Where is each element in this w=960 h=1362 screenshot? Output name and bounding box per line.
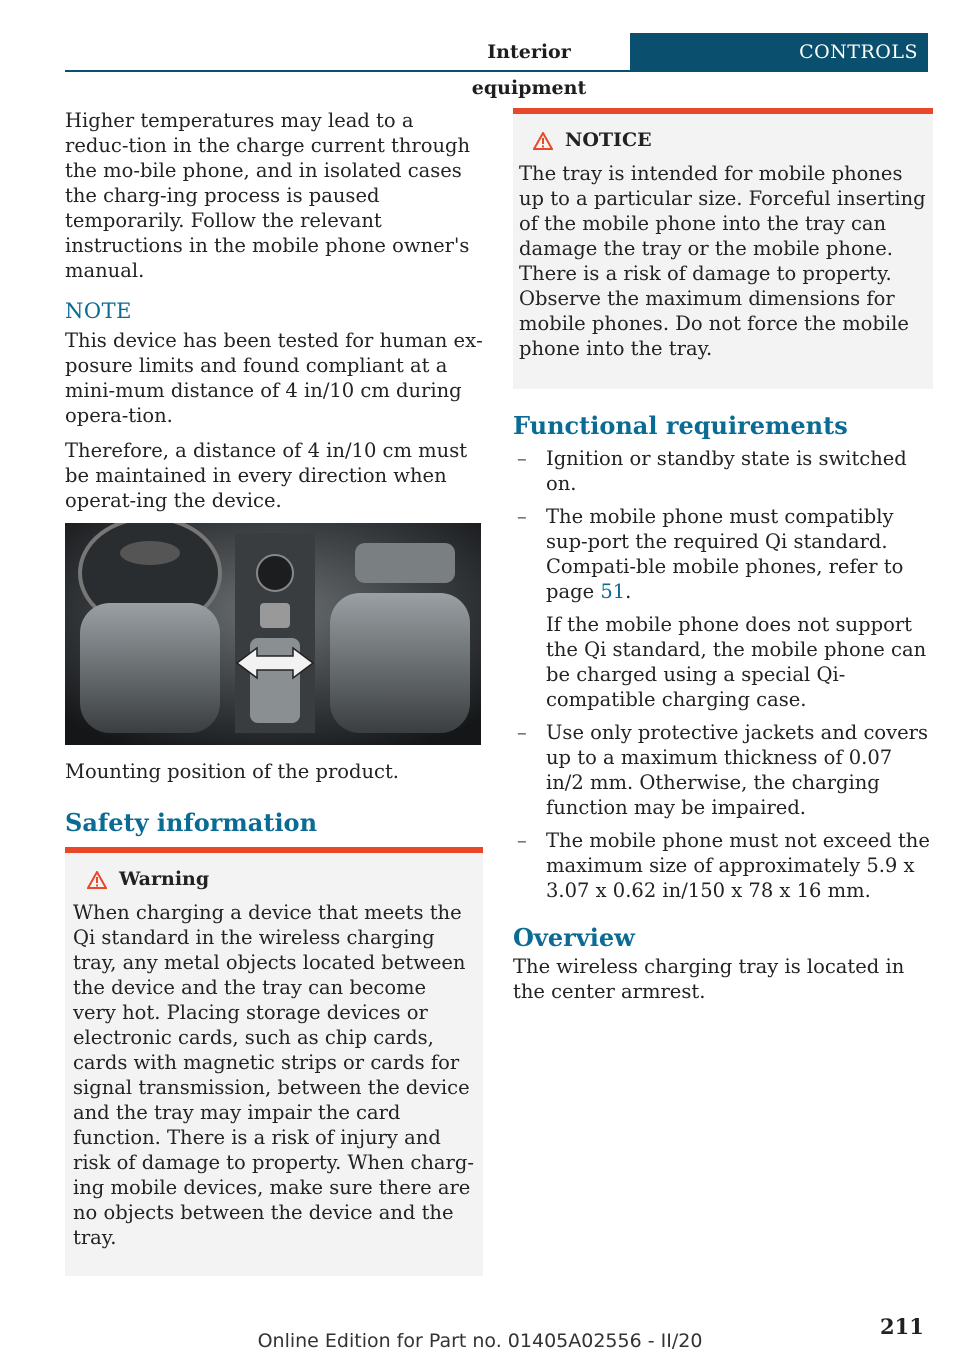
list-item-text: Ignition or standby state is switched on.: [546, 447, 907, 495]
note-paragraph-2: Therefore, a distance of 4 in/10 cm must be maintained in every direction when operat‐ing the device.: [65, 439, 468, 512]
footer-edition: Online Edition for Part no. 01405A02556 - II/20: [257, 1330, 703, 1352]
warning-triangle-icon: [87, 871, 107, 889]
requirements-list: [513, 446, 933, 903]
right-column: [513, 108, 933, 1014]
list-item: – The mobile phone must compatibly sup‐port the required Qi standard. Compati‐ble mobile phones, refer to page 51. If the mobile phone does not support the Qi standard, the mobile phone can be charged using a special Qi-compatible charging case.: [513, 504, 933, 712]
image-caption: Mounting position of the product.: [65, 760, 400, 783]
warning-triangle-icon: [533, 132, 553, 150]
notice-title: NOTICE: [565, 129, 652, 151]
list-item-subparagraph: If the mobile phone does not support the Qi standard, the mobile phone can be charged using a special Qi-compatible charging case.: [546, 613, 927, 711]
overview-heading: Overview: [513, 923, 635, 952]
notice-title-row: [519, 128, 927, 153]
interior-photo: [65, 523, 481, 745]
note-heading: NOTE: [65, 299, 132, 323]
warning-title-row: [73, 867, 475, 892]
functional-requirements-heading: Functional requirements: [513, 411, 848, 440]
warning-title: Warning: [119, 868, 210, 890]
list-item-text: Use only protective jackets and covers up to a maximum thickness of 0.07 in/2 mm. Otherwise, the charging function may be impaired.: [546, 721, 929, 819]
warning-text: When charging a device that meets the Qi standard in the wireless charging tray, any metal objects located between the device and the tray can become very hot. Placing storage devices or electronic cards, such as chip cards, cards with magnetic strips or cards for signal transmission, between the device and the tray may impair the card function. There is a risk of injury and risk of damage to property. When charg‐ing mobile devices, make sure there are no objects between the device and the tray.: [73, 901, 474, 1249]
page-reference-link[interactable]: 51: [600, 580, 626, 603]
page-number: 211: [880, 1314, 924, 1339]
notice-box: [513, 108, 933, 389]
list-item: [513, 446, 933, 496]
safety-heading: Safety information: [65, 808, 318, 837]
list-dash: –: [517, 721, 527, 744]
list-dash: –: [517, 829, 527, 852]
list-dash: –: [517, 505, 527, 528]
header-section-title: Interior equipment: [471, 41, 587, 99]
left-column: [65, 108, 483, 1276]
intro-paragraph: Higher temperatures may lead to a reduc‐tion in the charge current through the mo‐bile phone, and in isolated cases the charg‐ing process is paused temporarily. Follow the relevant instructions in the mobile phone owner's manual.: [65, 109, 471, 282]
note-paragraph-1: This device has been tested for human ex‐posure limits and found compliant at a mini‐mum distance of 4 in/10 cm during opera‐tion.: [65, 329, 483, 427]
warning-box: [65, 847, 483, 1276]
overview-text: The wireless charging tray is located in the center armrest.: [513, 955, 905, 1003]
notice-text: The tray is intended for mobile phones up to a particular size. Forceful inserting of the mobile phone into the tray can damage the tray or the mobile phone. There is a risk of damage to property. Observe the maximum dimensions for mobile phones. Do not force the mobile phone into the tray.: [519, 162, 926, 360]
header-chapter-tab: CONTROLS: [630, 33, 928, 71]
list-dash: –: [517, 447, 527, 470]
list-item-text: The mobile phone must not exceed the maximum size of approximately 5.9 x 3.07 x 0.62 in/150 x 78 x 16 mm.: [546, 829, 930, 902]
list-item-text: The mobile phone must compatibly sup‐port the required Qi standard. Compati‐ble mobile phones, refer to page: [546, 505, 904, 603]
list-item: [513, 828, 933, 903]
list-item: [513, 720, 933, 820]
